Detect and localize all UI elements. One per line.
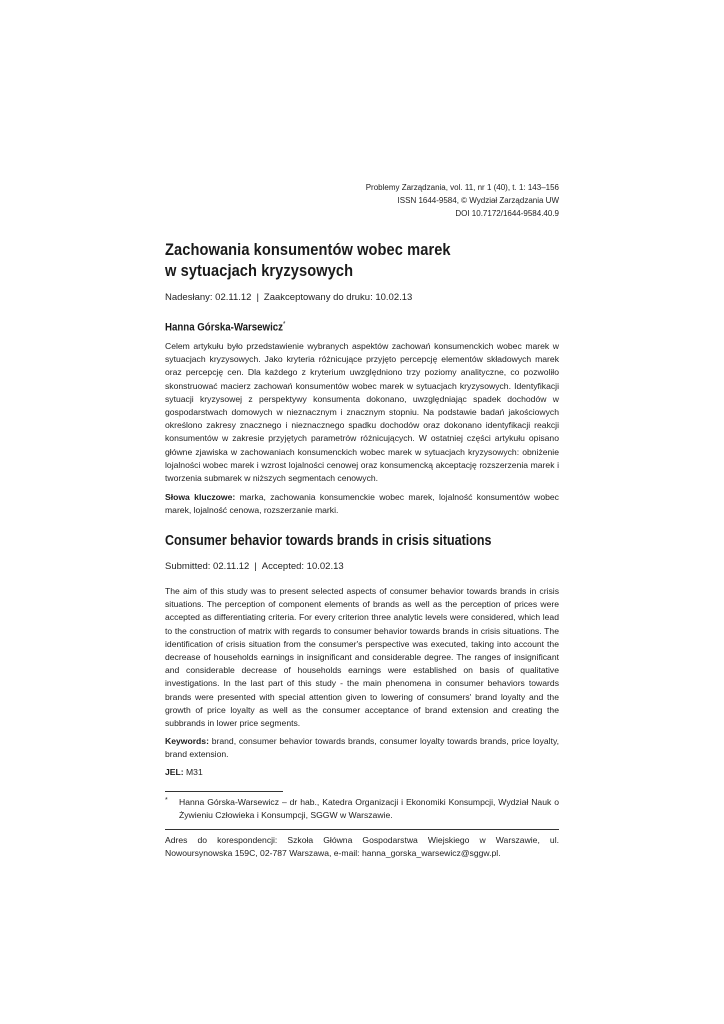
polish-title-line2: w sytuacjach kryzysowych (165, 261, 354, 280)
english-accepted-date: Accepted: 10.02.13 (261, 561, 344, 572)
polish-abstract: Celem artykułu było przedstawienie wybranych aspektów zachowań konsumenckich wobec marek w sytuacjach kryzysowych. Jako kryteria różnicujące przyjęto percepcję elementów składowych marek oraz percepcję cen. Dla każdego z kryterium uwzględniono trzy poziomy analityczne, co pozwoliło skonstruować macierz zachowań konsumentów wobec marek w sytuacjach kryzysowych. Identyfikacji sytuacji kryzysowej z perspektywy konsumenta dokonano, uwzględniając spadek dochodów w gospodarstwach domowych w nieznacznym i znacznym stopniu. Na podstawie badań jakościowych określono zakresy znacznego i nieznacznego spadku dochodów oraz dokonano identyfikacji reakcji konsumentów w zakresie przyjętych parametrów różnicujących. W ostatniej części artykułu opisano główne zjawiska w zachowaniach konsumenckich wobec marek w sytuacjach kryzysowych: obniżenie lojalności wobec marek i wzrost lojalności cenowej oraz konsumencką akceptację rozszerzenia marek i tworzenia submarek w niższych segmentach cenowych. (165, 341, 559, 484)
english-dates (165, 560, 559, 573)
polish-accepted-date: Zaakceptowany do druku: 10.02.13 (263, 292, 413, 303)
polish-dates (165, 291, 559, 304)
journal-issn: ISSN 1644-9584, © Wydział Zarządzania UW (397, 196, 559, 205)
english-submitted-date: Submitted: 02.11.12 (165, 561, 250, 572)
date-separator: | (254, 561, 257, 572)
correspondence-address: Adres do korespondencji: Szkoła Główna Gospodarstwa Wiejskiego w Warszawie, ul. Nowoursynowska 159C, 02-787 Warszawa, e-mail: hanna_gorska_warsewicz@sggw.pl. (165, 835, 559, 858)
jel-code: M31 (186, 767, 203, 777)
english-keywords (165, 735, 559, 761)
author-name (165, 318, 285, 335)
polish-keywords (165, 491, 559, 517)
journal-header (159, 181, 559, 220)
author-footnote-mark: * (283, 321, 286, 328)
footnote-text: Hanna Górska-Warsewicz – dr hab., Katedra Organizacji i Ekonomiki Konsumpcji, Wydział Nauk o Żywieniu Człowieka i Konsumpcji, SGGW w Warszawie. (179, 797, 559, 820)
polish-keywords-text: marka, zachowania konsumenckie wobec marek, lojalność konsumentów wobec marek, lojalność cenowa, rozszerzanie marki. (165, 492, 559, 516)
jel-classification (165, 766, 559, 779)
polish-submitted-date: Nadesłany: 02.11.12 (165, 292, 252, 303)
jel-label: JEL: (165, 767, 184, 777)
english-keywords-text: brand, consumer behavior towards brands, consumer loyalty towards brands, price loyalty, brand extension. (165, 736, 560, 760)
english-keywords-label: Keywords: (165, 736, 209, 746)
footnote-divider (165, 791, 283, 792)
author-footnote (165, 796, 559, 822)
footnote-mark: * (165, 797, 168, 804)
polish-title (165, 239, 504, 281)
journal-doi: DOI 10.7172/1644-9584.40.9 (455, 209, 559, 218)
english-abstract: The aim of this study was to present selected aspects of consumer behavior towards brands in crisis situations. The perception of component elements of brands as well as the perception of prices were accepted as differentiating criteria. For every criterion three analytic levels were considered, which lead to the construction of matrix with regards to consumer behavior towards brands in crisis situations. The identification of crisis situation from the consumer's perspective was executed, taking into account the decrease of households earnings in insignificant and considerable degree. The ranges of insignificant and considerable decrease of households earnings were established on basis of qualitative investigations. In the last part of this study - the main phenomena in consumer behaviors towards brands were presented with special attention given to lowering of consumers' brand loyalty and the growth of price loyalty as well as the consumer acceptance of brand extension and creating the subbrands in lower price segments. (165, 586, 559, 729)
author-name-text: Hanna Górska-Warsewicz (165, 321, 284, 334)
journal-citation: Problemy Zarządzania, vol. 11, nr 1 (40), t. 1: 143–156 (365, 183, 559, 192)
address-divider (165, 829, 559, 830)
english-title: Consumer behavior towards brands in crisis situations (165, 533, 492, 549)
polish-keywords-label: Słowa kluczowe: (165, 492, 236, 502)
polish-title-line1: Zachowania konsumentów wobec marek (165, 240, 451, 259)
date-separator: | (256, 292, 259, 303)
